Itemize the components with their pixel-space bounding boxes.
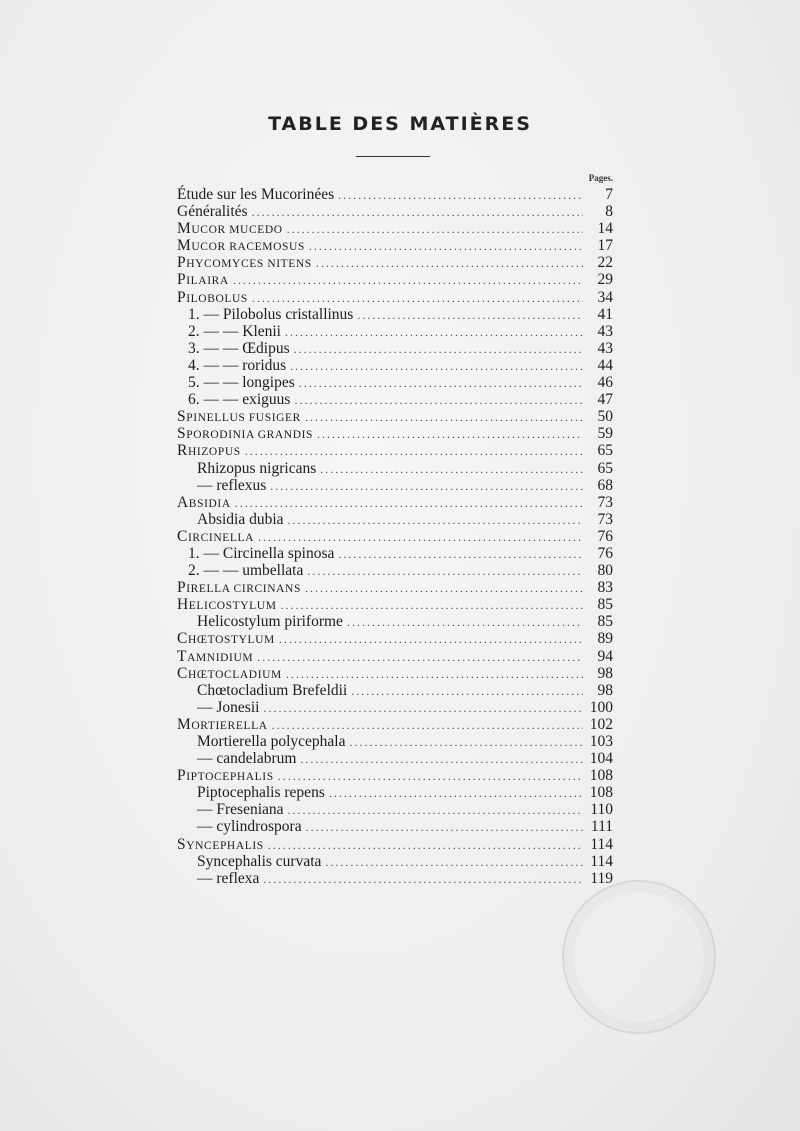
- dot-leader: [235, 495, 583, 512]
- toc-entry: [177, 203, 613, 220]
- toc-entry: [177, 425, 613, 442]
- toc-entry-label: PHYCOMYCES NITENS: [177, 254, 312, 272]
- toc-entry-label: — Freseniana: [197, 801, 284, 819]
- toc-entry-page: 98: [597, 664, 613, 682]
- dot-leader: [278, 768, 583, 785]
- toc-entry-page: 89: [597, 630, 613, 648]
- dot-leader: [306, 819, 583, 836]
- toc-entry-label: SPORODINIA GRANDIS: [177, 425, 314, 443]
- dot-leader: [294, 392, 583, 409]
- toc-entry-page: 76: [597, 527, 613, 545]
- toc-entry-page: 85: [597, 596, 613, 614]
- dot-leader: [309, 238, 583, 255]
- toc-entry-page: 100: [589, 698, 613, 716]
- toc-entry: [177, 801, 613, 818]
- toc-entry-page: 44: [597, 356, 613, 374]
- toc-entry: [177, 818, 613, 835]
- dot-leader: [338, 187, 583, 204]
- toc-entry: [177, 853, 613, 870]
- toc-entry-page: 110: [590, 801, 613, 819]
- toc-entry-label: RHIZOPUS: [177, 442, 241, 460]
- toc-entry: [177, 596, 613, 613]
- toc-entry: [177, 237, 613, 254]
- dot-leader: [272, 717, 583, 734]
- toc-entry: [177, 442, 613, 459]
- toc-entry-label: — Jonesii: [197, 698, 260, 716]
- toc-entry-page: 43: [597, 339, 613, 357]
- toc-entry-page: 7: [605, 186, 613, 203]
- toc-entry: [177, 784, 613, 801]
- toc-entry-page: 14: [597, 220, 613, 238]
- toc-entry-label: Rhizopus nigricans: [197, 459, 317, 477]
- dot-leader: [329, 785, 583, 802]
- toc-entry: [177, 767, 613, 784]
- toc-entry-label: Étude sur les Mucorinées: [177, 186, 335, 203]
- toc-entry-label: Généralités: [177, 203, 248, 221]
- toc-entry: [177, 306, 613, 323]
- toc-entry-label: MUCOR RACEMOSUS: [177, 237, 305, 255]
- dot-leader: [258, 529, 583, 546]
- toc-entry-label: ABSIDIA: [177, 493, 231, 511]
- toc-entry-page: 114: [590, 835, 613, 853]
- dot-leader: [252, 290, 583, 307]
- dot-leader: [288, 802, 583, 819]
- toc-entry-label: SPINELLUS FUSIGER: [177, 408, 301, 426]
- toc-entry-label: PILAIRA: [177, 271, 229, 289]
- toc-entry-label: Syncephalis curvata: [197, 852, 322, 870]
- toc-entry-page: 104: [589, 750, 613, 768]
- toc-entry: [177, 665, 613, 682]
- toc-entry-page: 73: [597, 493, 613, 511]
- toc-entry: [177, 511, 613, 528]
- table-of-contents: [177, 186, 613, 887]
- toc-entry-label: PIRELLA CIRCINANS: [177, 579, 301, 597]
- toc-entry-label: Mortierella polycephala: [197, 733, 346, 750]
- dot-leader: [252, 204, 583, 221]
- toc-entry-page: 111: [590, 818, 613, 836]
- toc-entry-label: 1. — Circinella spinosa: [188, 544, 335, 562]
- toc-entry: [177, 562, 613, 579]
- dot-leader: [233, 272, 583, 289]
- toc-entry-page: 50: [597, 408, 613, 426]
- dot-leader: [263, 700, 583, 717]
- dot-leader: [338, 546, 583, 563]
- dot-leader: [270, 478, 583, 495]
- toc-entry-page: 34: [597, 288, 613, 306]
- toc-entry-page: 46: [597, 374, 613, 392]
- toc-entry-label: — reflexa: [197, 869, 260, 887]
- toc-entry-page: 108: [589, 784, 613, 802]
- dot-leader: [287, 221, 583, 238]
- toc-entry-page: 83: [597, 579, 613, 597]
- toc-entry: [177, 699, 613, 716]
- toc-entry-label: Chœtocladium Brefeldii: [197, 681, 348, 699]
- library-stamp: [562, 880, 716, 1034]
- toc-entry: [177, 630, 613, 647]
- toc-entry: [177, 460, 613, 477]
- toc-entry-label: — cylindrospora: [197, 818, 302, 836]
- toc-entry: [177, 391, 613, 408]
- dot-leader: [290, 358, 583, 375]
- toc-entry: [177, 733, 613, 750]
- dot-leader: [281, 597, 583, 614]
- toc-entry-label: 3. — — Œdipus: [188, 339, 290, 357]
- title-divider: [356, 156, 430, 157]
- toc-entry-page: 43: [597, 322, 613, 340]
- toc-entry: [177, 648, 613, 665]
- toc-entry-label: CHŒTOSTYLUM: [177, 630, 275, 648]
- toc-entry: [177, 289, 613, 306]
- toc-entry-page: 41: [597, 305, 613, 323]
- toc-entry-label: — reflexus: [197, 476, 267, 494]
- dot-leader: [307, 563, 583, 580]
- toc-entry-page: 103: [589, 733, 613, 750]
- toc-entry-label: — candelabrum: [197, 750, 297, 768]
- toc-entry-label: 4. — — roridus: [188, 356, 287, 374]
- toc-entry: [177, 323, 613, 340]
- toc-entry-label: TAMNIDIUM: [177, 647, 254, 665]
- toc-entry: [177, 494, 613, 511]
- toc-entry-label: Piptocephalis repens: [197, 784, 325, 802]
- toc-entry: [177, 220, 613, 237]
- toc-entry-page: 8: [605, 203, 613, 221]
- toc-entry: [177, 374, 613, 391]
- toc-entry-label: MUCOR MUCEDO: [177, 220, 283, 238]
- dot-leader: [351, 683, 583, 700]
- toc-entry: [177, 254, 613, 271]
- dot-leader: [349, 734, 583, 751]
- dot-leader: [299, 375, 583, 392]
- toc-entry-label: 2. — — Klenii: [188, 322, 281, 340]
- toc-entry-label: CIRCINELLA: [177, 527, 255, 545]
- toc-entry-page: 68: [597, 476, 613, 494]
- toc-entry-label: SYNCEPHALIS: [177, 835, 264, 853]
- toc-entry-page: 114: [590, 852, 613, 870]
- dot-leader: [317, 426, 583, 443]
- dot-leader: [300, 751, 583, 768]
- toc-entry-page: 94: [597, 647, 613, 665]
- toc-entry-label: Absidia dubia: [197, 510, 284, 528]
- toc-entry: [177, 579, 613, 596]
- toc-entry-label: PIPTOCEPHALIS: [177, 767, 274, 785]
- dot-leader: [294, 341, 583, 358]
- toc-entry-page: 85: [597, 613, 613, 631]
- toc-entry: [177, 870, 613, 887]
- toc-entry-label: 6. — — exiguus: [188, 391, 291, 409]
- dot-leader: [316, 255, 583, 272]
- toc-entry: [177, 545, 613, 562]
- dot-leader: [268, 837, 583, 854]
- toc-entry-page: 108: [589, 767, 613, 785]
- toc-entry-label: CHŒTOCLADIUM: [177, 664, 282, 682]
- toc-entry: [177, 186, 613, 203]
- dot-leader: [279, 631, 583, 648]
- toc-entry: [177, 716, 613, 733]
- toc-entry-page: 59: [597, 425, 613, 443]
- pages-column-label: Pages.: [588, 173, 613, 183]
- toc-entry: [177, 613, 613, 630]
- dot-leader: [288, 512, 583, 529]
- dot-leader: [305, 580, 583, 597]
- toc-entry-label: PILOBOLUS: [177, 288, 248, 306]
- dot-leader: [347, 614, 583, 631]
- toc-entry-label: 5. — — longipes: [188, 374, 295, 392]
- toc-entry-label: MORTIERELLA: [177, 715, 268, 733]
- dot-leader: [320, 461, 583, 478]
- toc-entry: [177, 477, 613, 494]
- page-title: TABLE DES MATIÈRES: [268, 113, 532, 135]
- toc-entry-page: 47: [597, 391, 613, 409]
- toc-entry: [177, 357, 613, 374]
- toc-entry-page: 102: [589, 715, 613, 733]
- toc-entry: [177, 408, 613, 425]
- toc-entry-label: HELICOSTYLUM: [177, 596, 277, 614]
- toc-entry: [177, 271, 613, 288]
- toc-entry-page: 65: [597, 459, 613, 477]
- toc-entry-page: 76: [597, 544, 613, 562]
- toc-entry-page: 65: [597, 442, 613, 460]
- toc-entry: [177, 528, 613, 545]
- dot-leader: [286, 666, 583, 683]
- dot-leader: [263, 871, 583, 888]
- dot-leader: [357, 307, 583, 324]
- toc-entry: [177, 340, 613, 357]
- toc-entry-page: 119: [590, 869, 613, 887]
- toc-entry: [177, 750, 613, 767]
- dot-leader: [245, 443, 583, 460]
- dot-leader: [285, 324, 583, 341]
- toc-entry-page: 17: [597, 237, 613, 255]
- toc-entry-page: 22: [597, 254, 613, 272]
- toc-entry-label: 1. — Pilobolus cristallinus: [188, 305, 354, 323]
- dot-leader: [305, 409, 583, 426]
- dot-leader: [257, 649, 583, 666]
- toc-entry-page: 80: [597, 562, 613, 580]
- toc-entry-label: 2. — — umbellata: [188, 562, 304, 580]
- toc-entry-page: 98: [597, 681, 613, 699]
- dot-leader: [325, 854, 583, 871]
- toc-entry-page: 73: [597, 510, 613, 528]
- toc-entry: [177, 682, 613, 699]
- toc-entry: [177, 836, 613, 853]
- toc-entry-label: Helicostylum piriforme: [197, 613, 343, 631]
- toc-entry-page: 29: [597, 271, 613, 289]
